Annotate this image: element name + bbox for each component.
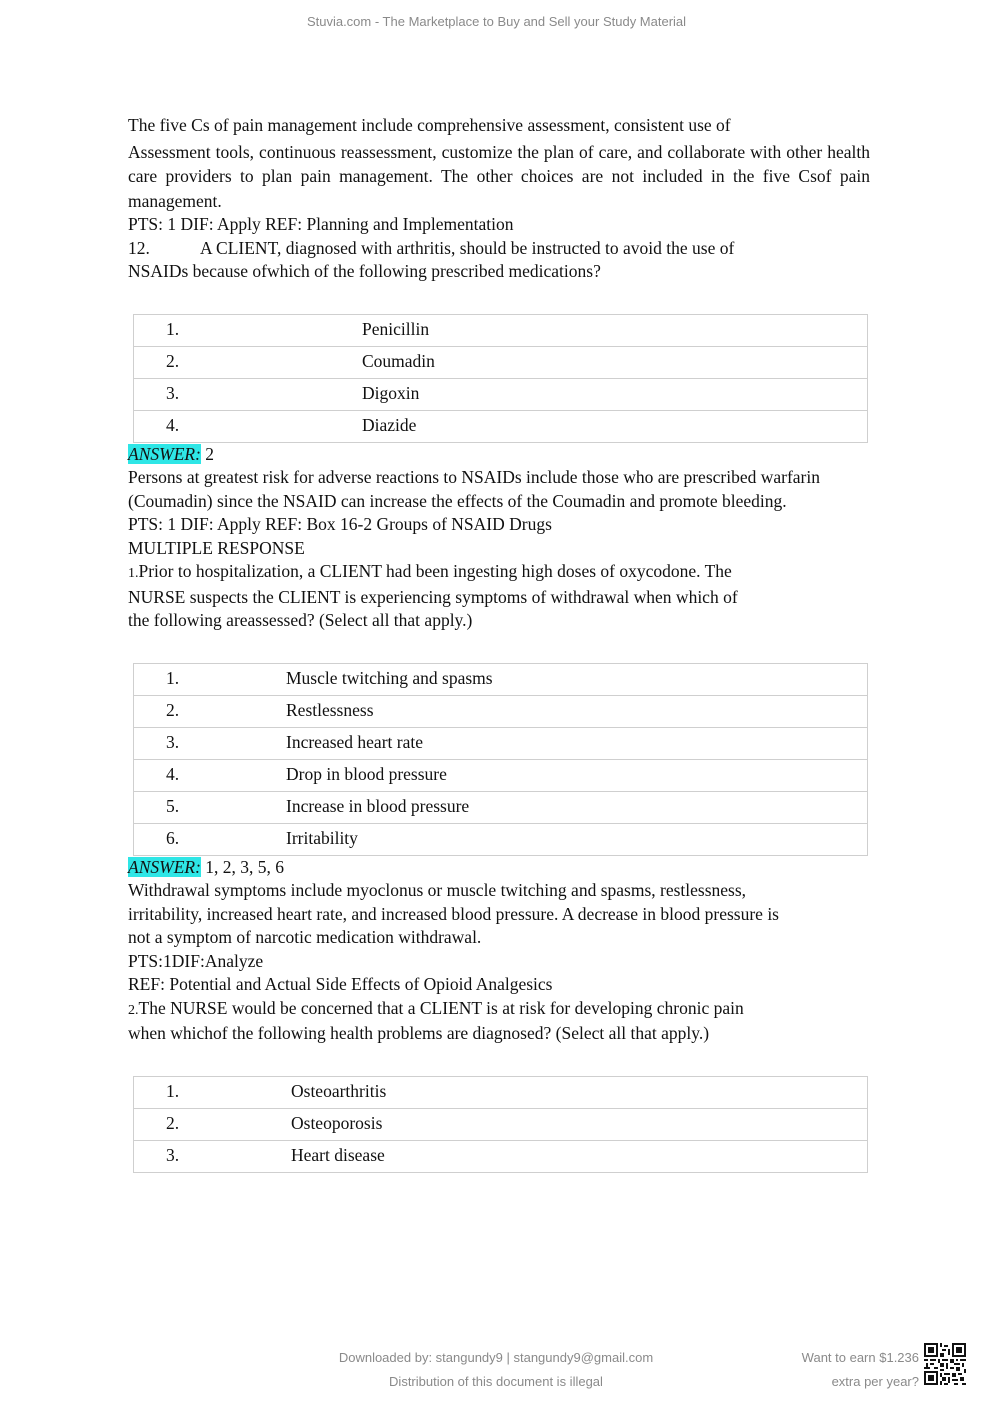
page-footer [296,1346,696,1394]
earn-promo-line-1: Want to earn $1.236 [801,1350,919,1365]
rationale: Persons at greatest risk for adverse reactions to NSAIDs include those who are prescribed warfarin (Coumadin) since the NSAID can increase the effects of the Coumadin and promote bleeding. [128,467,820,511]
rationale-line-2: irritability, increased heart rate, and increased blood pressure. A decrease in blood pressure is [128,903,779,924]
mr1-line-3: the following areassessed? (Select all that apply.) [128,610,473,630]
option-number: 3. [134,378,363,410]
question-text: A CLIENT, diagnosed with arthritis, should be instructed to avoid the use of [200,237,735,258]
rationale-line-1: Withdrawal symptoms include myoclonus or muscle twitching and spasms, restlessness, [128,880,747,900]
answer-label: ANSWER: [128,856,201,877]
spacer [128,633,870,663]
section-title: MULTIPLE RESPONSE [128,537,305,558]
distribution-notice: Distribution of this document is illegal [389,1374,603,1389]
option-text: Osteoarthritis [291,1076,868,1108]
mr1-options-table [133,663,868,856]
option-number: 1. [134,314,363,346]
option-text: Penicillin [362,314,868,346]
mr1-pts: PTS:1DIF:Analyze [128,950,264,971]
table-row [134,1140,868,1172]
question-12-line-1 [128,237,870,261]
answer-value: 2 [200,443,215,464]
option-text: Coumadin [362,346,868,378]
option-number: 1. [134,1076,292,1108]
option-number: 1. [134,663,287,695]
question-number: 12. [128,237,150,258]
intro-line-1: The five Cs of pain management include comprehensive assessment, consistent use of [128,115,731,135]
answer-value: 1, 2, 3, 5, 6 [200,856,285,877]
table-row [134,378,868,410]
option-number: 4. [134,410,363,442]
option-text: Drop in blood pressure [286,759,868,791]
earn-promo[interactable] [760,1346,919,1394]
document-body [128,114,870,1173]
table-row [134,346,868,378]
option-number: 6. [134,823,287,855]
option-number: 5. [134,791,287,823]
question-text: Prior to hospitalization, a CLIENT had been ingesting high doses of oxycodone. The [138,561,732,581]
mr1-ref: REF: Potential and Actual Side Effects of Opioid Analgesics [128,974,553,994]
table-row [134,314,868,346]
downloaded-by-text: Downloaded by: stangundy9 | stangundy9@gmail.com [338,1350,654,1365]
page-header: Stuvia.com - The Marketplace to Buy and Sell your Study Material [306,14,687,29]
mr2-line-2: when whichof the following health problems are diagnosed? (Select all that apply.) [128,1023,710,1043]
option-number: 3. [134,1140,292,1172]
multiple-response-1 [128,560,870,633]
option-text: Diazide [362,410,868,442]
question-12-line-2: NSAIDs because ofwhich of the following prescribed medications? [128,261,601,281]
option-text: Restlessness [286,695,868,727]
qr-code-icon[interactable] [924,1343,966,1385]
question-text: The NURSE would be concerned that a CLIENT is at risk for developing chronic pain [138,997,744,1018]
mr1-line-1 [128,560,870,586]
mr1-line-2: NURSE suspects the CLIENT is experiencing symptoms of withdrawal when which of [128,586,738,607]
table-row [134,695,868,727]
question-number: 1. [128,566,139,581]
option-text: Increased heart rate [286,727,868,759]
option-text: Digoxin [362,378,868,410]
option-text: Irritability [286,823,868,855]
question-number: 2. [128,1002,139,1018]
multiple-response-2 [128,997,870,1046]
spacer [128,284,870,314]
option-text: Increase in blood pressure [286,791,868,823]
option-text: Osteoporosis [291,1108,868,1140]
rationale-line-3: not a symptom of narcotic medication withdrawal. [128,927,482,947]
option-number: 4. [134,759,287,791]
option-text: Heart disease [291,1140,868,1172]
question-12-pts: PTS: 1 DIF: Apply REF: Box 16-2 Groups of NSAID Drugs [128,514,552,534]
table-row [134,1076,868,1108]
question-12-options-table [133,314,868,443]
intro-paragraph: Assessment tools, continuous reassessment, customize the plan of care, and collaborate with other health care providers to plan pain management. The other choices are not included in the five Csof pain management. [128,141,870,211]
table-row [134,727,868,759]
option-number: 2. [134,695,287,727]
table-row [134,410,868,442]
answer-line [128,443,870,467]
option-number: 3. [134,727,287,759]
answer-line [128,856,870,880]
answer-label: ANSWER: [128,443,201,464]
earn-promo-line-2: extra per year? [831,1374,919,1389]
option-number: 2. [134,346,363,378]
table-row [134,759,868,791]
table-row [134,663,868,695]
spacer [128,1046,870,1076]
option-number: 2. [134,1108,292,1140]
question-12 [128,237,870,284]
table-row [134,791,868,823]
table-row [134,823,868,855]
mr2-options-table [133,1076,868,1173]
table-row [134,1108,868,1140]
option-text: Muscle twitching and spasms [286,663,868,695]
intro-pts: PTS: 1 DIF: Apply REF: Planning and Implementation [128,214,514,234]
mr2-line-1 [128,997,870,1023]
